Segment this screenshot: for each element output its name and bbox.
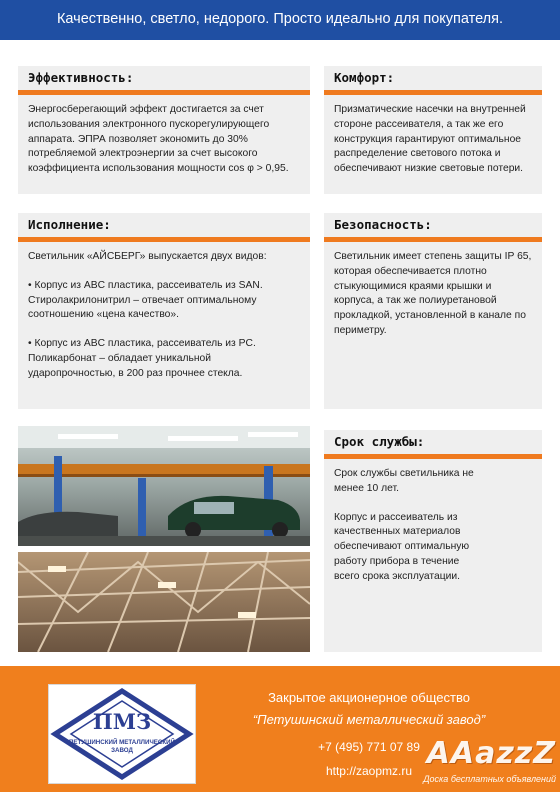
card-lifetime-title: Срок службы: [324,430,542,454]
card-comfort-text: Призматические насечки на внутренней стороне рассеивателя, а так же его конструкция гарантируют оптимальное распределение светового потока и обеспечивают низкие световые потери. [334,104,526,175]
card-safety [324,213,542,409]
card-efficiency-body [18,95,310,185]
card-design-title: Исполнение: [18,213,310,237]
card-safety-text: Светильник имеет степень защиты IP 65, которая обеспечивается плотно стыкующимися краями крышки и корпуса, а так же полиуретановой прокладкой, установленной в канале по периметру. [334,251,532,336]
card-comfort-title: Комфорт: [324,66,542,90]
logo-caption-1: ПЕТУШИНСКИЙ МЕТАЛЛИЧЕСКИЙ [68,739,176,746]
company-logo [48,684,196,784]
company-name: “Петушинский металлический завод” [252,712,486,727]
card-comfort [324,66,542,194]
card-design-item-1: • Корпус из ABC пластика, рассеиватель из SAN. Стиролакрилонитрил – отвечает оптимальному соотношению «цена качество». [28,279,263,321]
card-comfort-body [324,95,542,185]
watermark-brand: AAazzZ [426,736,556,771]
logo-letters: ПМЗ [92,709,152,734]
card-design-item-2: • Корпус из ABC пластика, рассеиватель из PC. Поликарбонат – обладает уникальной ударопрочностью, в 200 раз прочнее стекла. [28,338,256,379]
warehouse-photo [18,552,310,652]
card-lifetime-text-2: Корпус и рассеиватель из качественных материалов обеспечивают оптимальную работу прибора в течение всего срока эксплуатации. [334,511,470,582]
card-safety-title: Безопасность: [324,213,542,237]
company-phone: +7 (495) 771 07 89 [318,740,420,754]
card-design-intro: Светильник «АЙСБЕРГ» выпускается двух видов: [28,251,267,262]
header-tagline: Качественно, светло, недорого. Просто идеально для покупателя. [56,11,504,27]
card-design-body [18,242,310,390]
card-efficiency [18,66,310,194]
garage-photo [18,426,310,546]
company-website-link[interactable]: http://zaopmz.ru [325,764,413,778]
card-efficiency-title: Эффективность: [18,66,310,90]
header-banner [0,0,560,40]
card-efficiency-text: Энергосберегающий эффект достигается за счет использования электронного пускорегулирующего аппарата. ЭПРА позволяет экономить до 30% потребляемой электроэнергии за счет высокого коэффициента использования мощности cos φ > 0,95. [28,104,289,175]
card-design [18,213,310,409]
card-lifetime [324,430,542,652]
company-type: Закрытое акционерное общество [268,690,470,705]
card-safety-body [324,242,542,347]
logo-caption-2: ЗАВОД [111,747,133,754]
card-lifetime-body [324,459,542,593]
card-lifetime-text-1: Срок службы светильника не менее 10 лет. [334,468,474,494]
watermark [378,736,558,790]
watermark-slogan: Доска бесплатных объявлений [423,774,556,784]
